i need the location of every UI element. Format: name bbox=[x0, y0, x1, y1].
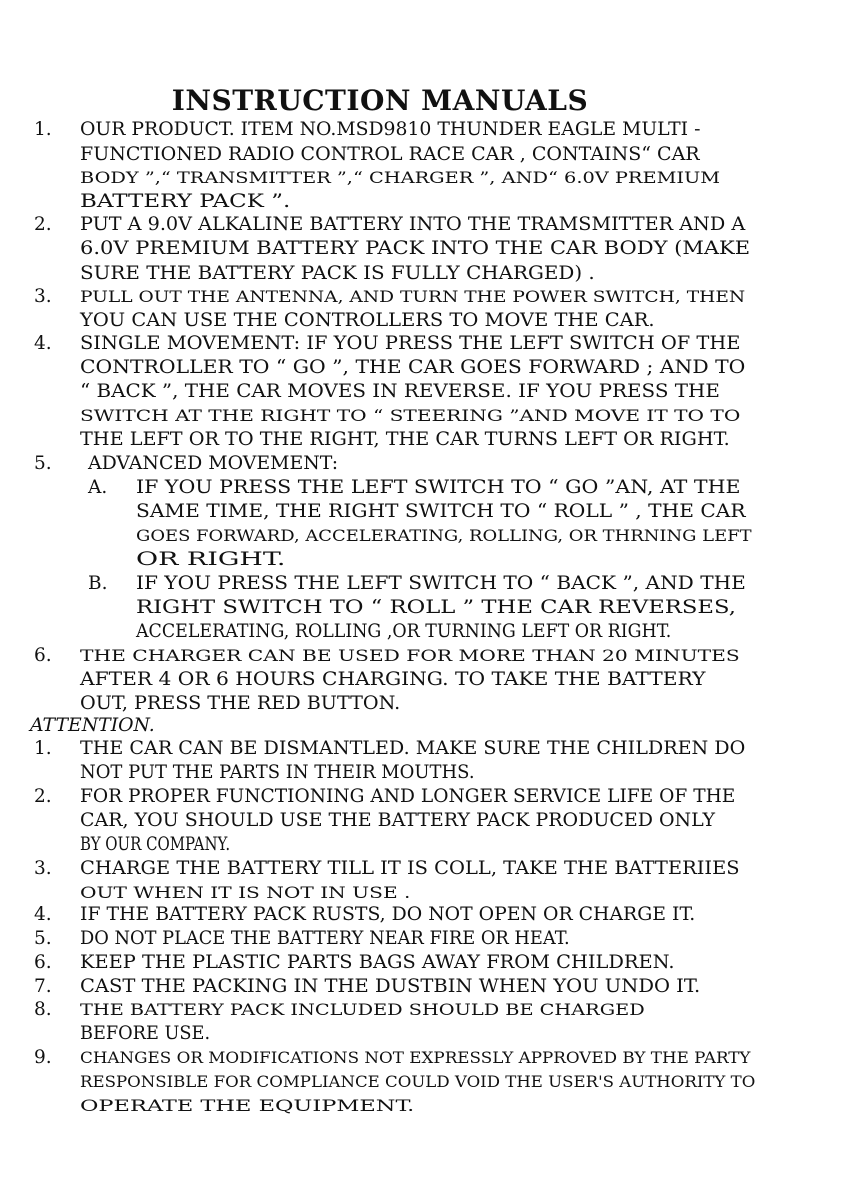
instruction-line: THE CHARGER CAN BE USED FOR MORE THAN 20 MINUTES bbox=[80, 647, 740, 665]
instruction-line: GOES FORWARD, ACCELERATING, ROLLING, OR THRNING LEFT bbox=[136, 527, 752, 545]
attention-line: CAR, YOU SHOULD USE THE BATTERY PACK PRODUCED ONLY bbox=[80, 810, 716, 831]
attention-line: DO NOT PLACE THE BATTERY NEAR FIRE OR HEAT. bbox=[80, 928, 570, 949]
instruction-line: PUT A 9.0V ALKALINE BATTERY INTO THE TRAMSMITTER AND A bbox=[80, 214, 746, 235]
instruction-number: B. bbox=[88, 573, 108, 594]
instruction-number: 1. bbox=[34, 119, 52, 140]
attention-line: BEFORE USE. bbox=[80, 1023, 211, 1044]
instruction-line: YOU CAN USE THE CONTROLLERS TO MOVE THE CAR. bbox=[80, 310, 655, 331]
attention-line: FOR PROPER FUNCTIONING AND LONGER SERVICE LIFE OF THE bbox=[80, 786, 736, 807]
attention-line: THE BATTERY PACK INCLUDED SHOULD BE CHARGED bbox=[80, 1001, 645, 1019]
attention-line: OUT WHEN IT IS NOT IN USE . bbox=[80, 884, 411, 902]
attention-number: 6. bbox=[34, 952, 52, 973]
attention-line: KEEP THE PLASTIC PARTS BAGS AWAY FROM CHILDREN. bbox=[80, 952, 675, 973]
instruction-line: PULL OUT THE ANTENNA, AND TURN THE POWER SWITCH, THEN bbox=[80, 288, 746, 306]
instruction-line: AFTER 4 OR 6 HOURS CHARGING. TO TAKE THE BATTERY bbox=[80, 669, 706, 690]
instruction-line: SINGLE MOVEMENT: IF YOU PRESS THE LEFT SWITCH OF THE bbox=[80, 333, 741, 354]
instruction-number: 5. bbox=[34, 453, 52, 474]
page-title: INSTRUCTION MANUALS bbox=[171, 84, 589, 117]
attention-number: 9. bbox=[34, 1047, 52, 1068]
instruction-line: OUR PRODUCT. ITEM NO.MSD9810 THUNDER EAGLE MULTI - bbox=[80, 119, 701, 140]
instruction-line: CONTROLLER TO “ GO ”, THE CAR GOES FORWARD ; AND TO bbox=[80, 357, 746, 378]
instruction-number: 3. bbox=[34, 286, 52, 307]
instruction-line: IF YOU PRESS THE LEFT SWITCH TO “ GO ”AN, AT THE bbox=[136, 477, 741, 498]
attention-line: BY OUR COMPANY. bbox=[80, 834, 231, 855]
attention-number: 2. bbox=[34, 786, 52, 807]
instruction-line: 6.0V PREMIUM BATTERY PACK INTO THE CAR BODY (MAKE bbox=[80, 238, 751, 259]
instruction-number: 4. bbox=[34, 333, 52, 354]
instruction-line: “ BACK ”, THE CAR MOVES IN REVERSE. IF YOU PRESS THE bbox=[80, 381, 720, 402]
instruction-line: ACCELERATING, ROLLING ,OR TURNING LEFT OR RIGHT. bbox=[136, 621, 672, 642]
instruction-line: OR RIGHT. bbox=[136, 549, 286, 570]
attention-number: 8. bbox=[34, 999, 52, 1020]
instruction-number: A. bbox=[88, 477, 108, 498]
instruction-line: ADVANCED MOVEMENT: bbox=[88, 453, 339, 474]
attention-number: 7. bbox=[34, 976, 52, 997]
instruction-line: FUNCTIONED RADIO CONTROL RACE CAR , CONTAINS“ CAR bbox=[80, 144, 700, 165]
instruction-line: THE LEFT OR TO THE RIGHT, THE CAR TURNS LEFT OR RIGHT. bbox=[80, 429, 730, 450]
instruction-line: SURE THE BATTERY PACK IS FULLY CHARGED) . bbox=[80, 263, 595, 284]
instruction-line: BODY ”,“ TRANSMITTER ”,“ CHARGER ”, AND“ 6.0V PREMIUM bbox=[80, 169, 721, 187]
attention-line: CAST THE PACKING IN THE DUSTBIN WHEN YOU UNDO IT. bbox=[80, 976, 701, 997]
attention-line: NOT PUT THE PARTS IN THEIR MOUTHS. bbox=[80, 762, 475, 783]
instruction-line: OUT, PRESS THE RED BUTTON. bbox=[80, 693, 401, 714]
attention-number: 5. bbox=[34, 928, 52, 949]
attention-number: 3. bbox=[34, 858, 52, 879]
instruction-line: IF YOU PRESS THE LEFT SWITCH TO “ BACK ”, AND THE bbox=[136, 573, 746, 594]
instruction-line: SWITCH AT THE RIGHT TO “ STEERING ”AND MOVE IT TO TO bbox=[80, 407, 741, 425]
attention-line: RESPONSIBLE FOR COMPLIANCE COULD VOID THE USER'S AUTHORITY TO bbox=[80, 1073, 756, 1091]
attention-heading: ATTENTION. bbox=[30, 715, 155, 736]
instruction-line: SAME TIME, THE RIGHT SWITCH TO “ ROLL ” , THE CAR bbox=[136, 501, 746, 522]
attention-line: IF THE BATTERY PACK RUSTS, DO NOT OPEN OR CHARGE IT. bbox=[80, 904, 696, 925]
attention-line: CHANGES OR MODIFICATIONS NOT EXPRESSLY APPROVED BY THE PARTY bbox=[80, 1049, 751, 1067]
attention-line: OPERATE THE EQUIPMENT. bbox=[80, 1097, 415, 1115]
attention-number: 4. bbox=[34, 904, 52, 925]
instruction-line: RIGHT SWITCH TO “ ROLL ” THE CAR REVERSES, bbox=[136, 597, 736, 618]
attention-number: 1. bbox=[34, 738, 52, 759]
attention-line: THE CAR CAN BE DISMANTLED. MAKE SURE THE CHILDREN DO bbox=[80, 738, 746, 759]
attention-line: CHARGE THE BATTERY TILL IT IS COLL, TAKE THE BATTERIIES bbox=[80, 858, 740, 879]
instruction-line: BATTERY PACK ”. bbox=[80, 191, 291, 212]
instruction-number: 2. bbox=[34, 214, 52, 235]
instruction-number: 6. bbox=[34, 645, 52, 666]
